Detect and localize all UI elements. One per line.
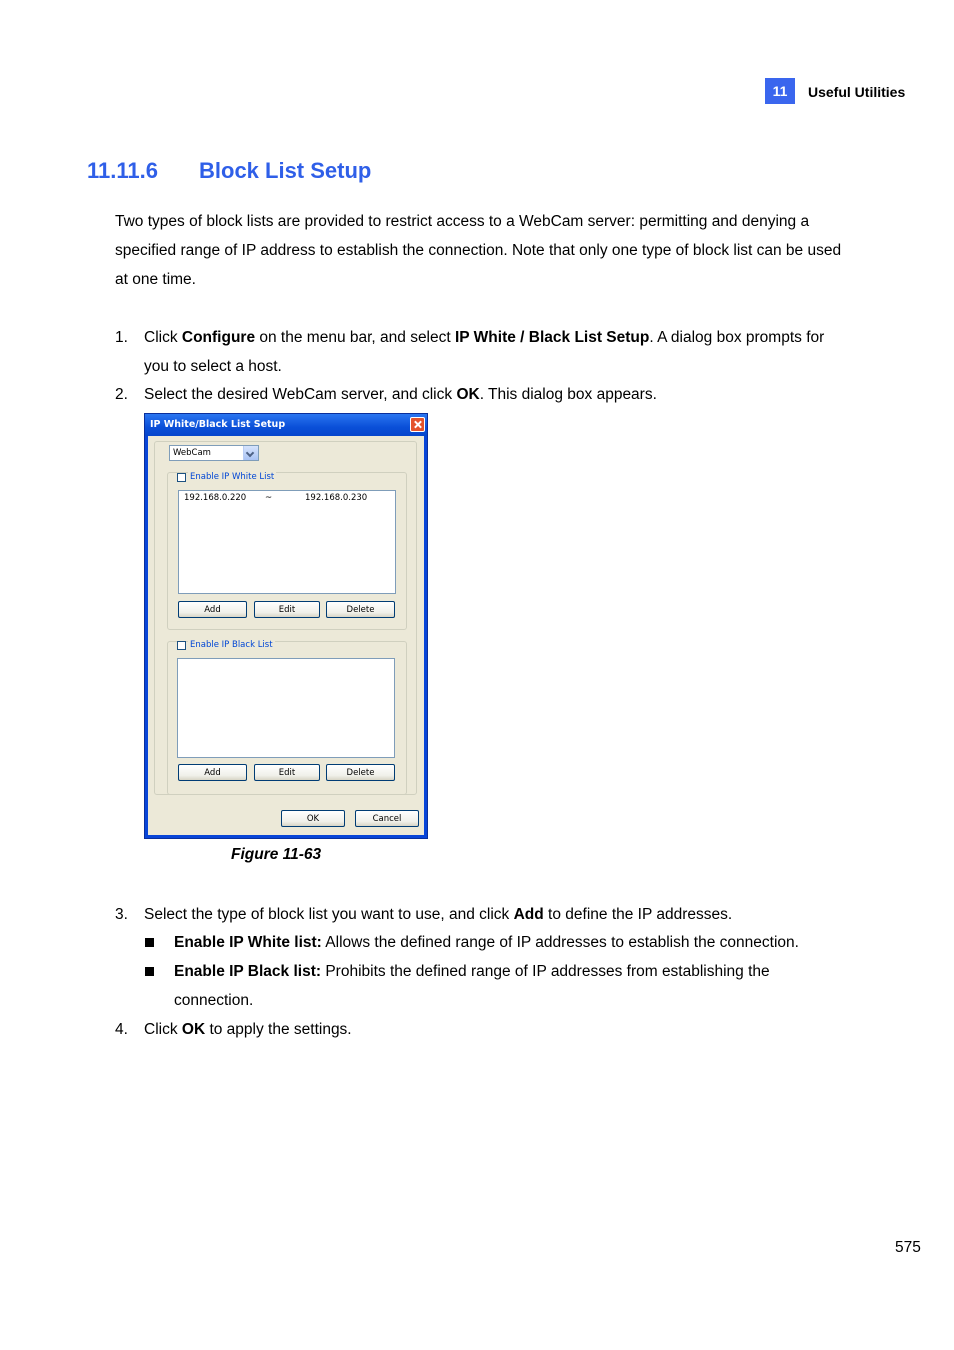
bullet-square-icon	[145, 938, 154, 947]
bullet-text: Enable IP Black list: Prohibits the defined range of IP addresses from establishing the connection.	[174, 963, 770, 1009]
ip-range-start: 192.168.0.220	[184, 493, 247, 503]
step-3	[115, 900, 835, 929]
step-4	[115, 1015, 835, 1044]
close-icon[interactable]	[410, 417, 425, 432]
white-edit-button[interactable]: Edit	[254, 601, 320, 618]
black-add-button[interactable]: Add	[178, 764, 247, 781]
black-list-box[interactable]	[177, 658, 395, 758]
ip-range-separator: ~	[265, 493, 273, 503]
white-add-button[interactable]: Add	[178, 601, 247, 618]
white-list-label[interactable]: Enable IP White List	[190, 472, 275, 482]
white-list-box[interactable]	[178, 490, 396, 594]
bullet-text: Enable IP White list: Allows the defined range of IP addresses to establish the connection.	[174, 934, 799, 951]
white-list-checkbox[interactable]	[177, 473, 186, 482]
section-title: Block List Setup	[199, 158, 372, 183]
dialog-titlebar	[145, 414, 427, 436]
bullet-black-list	[145, 957, 805, 1015]
bullet-square-icon	[145, 967, 154, 976]
step-text: Select the desired WebCam server, and click OK. This dialog box appears.	[144, 386, 657, 403]
step-1	[115, 323, 835, 381]
section-heading	[87, 158, 371, 184]
dialog-title: IP White/Black List Setup	[150, 419, 286, 430]
black-list-label[interactable]: Enable IP Black List	[190, 640, 273, 650]
step-2	[115, 380, 835, 409]
bullet-white-list	[145, 928, 845, 957]
chevron-down-icon[interactable]	[243, 446, 258, 460]
cancel-button[interactable]: Cancel	[355, 810, 419, 827]
step-number: 1.	[115, 329, 128, 346]
figure-caption: Figure 11-63	[231, 846, 322, 863]
intro-paragraph: Two types of block lists are provided to restrict access to a WebCam server: permitting and denying a specified range of IP address to establish the connection. Note that only one type of block list can be used at one time.	[115, 213, 842, 288]
ok-button[interactable]: OK	[281, 810, 345, 827]
black-list-checkbox[interactable]	[177, 641, 186, 650]
black-delete-button[interactable]: Delete	[326, 764, 395, 781]
step-number: 2.	[115, 386, 128, 403]
chapter-number-badge: 11	[765, 78, 795, 104]
page-number: 575	[895, 1239, 921, 1256]
ip-list-setup-dialog	[144, 413, 428, 839]
step-text: Click OK to apply the settings.	[144, 1021, 352, 1038]
server-select[interactable]	[169, 445, 259, 461]
list-item[interactable]	[179, 493, 395, 505]
white-delete-button[interactable]: Delete	[326, 601, 395, 618]
section-number: 11.11.6	[87, 158, 158, 183]
ip-range-end: 192.168.0.230	[305, 493, 368, 503]
step-number: 3.	[115, 906, 128, 923]
step-number: 4.	[115, 1021, 128, 1038]
step-text: Click Configure on the menu bar, and select IP White / Black List Setup. A dialog box prompts for you to select a host.	[144, 329, 825, 375]
dialog-body	[148, 436, 424, 835]
server-select-value: WebCam	[173, 448, 211, 458]
step-text: Select the type of block list you want to use, and click Add to define the IP addresses.	[144, 906, 733, 923]
black-edit-button[interactable]: Edit	[254, 764, 320, 781]
chapter-title: Useful Utilities	[808, 84, 906, 100]
